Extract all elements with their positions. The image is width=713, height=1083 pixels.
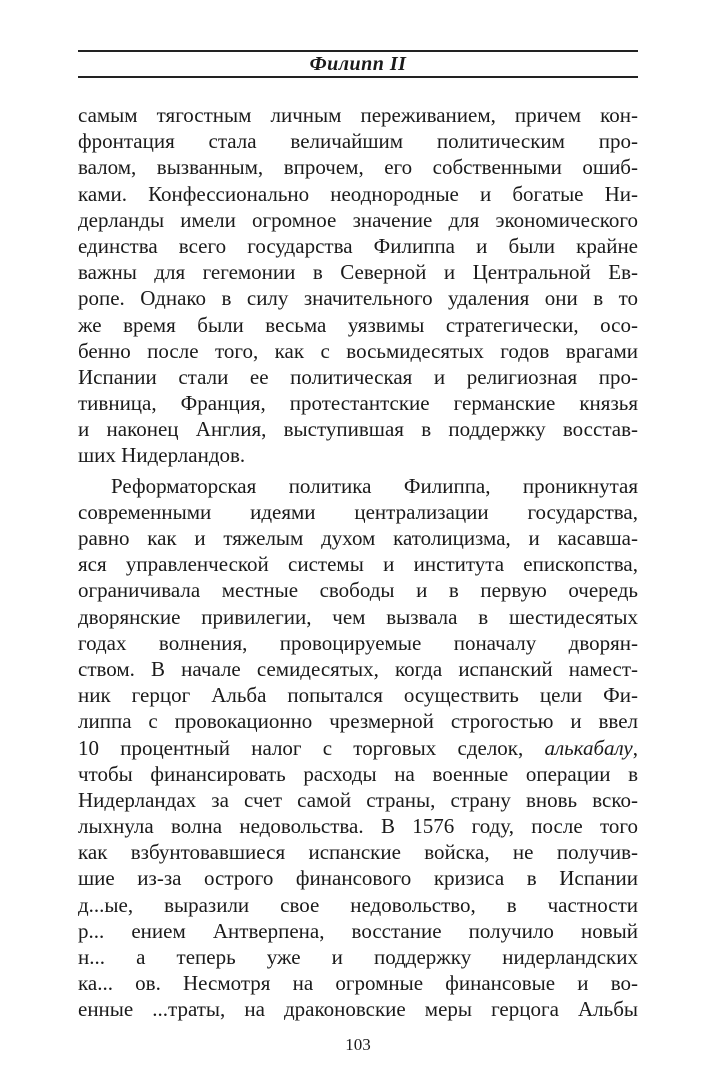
text-line: чтобы финансировать расходы на военные операции в	[78, 761, 638, 786]
page-number: 103	[345, 1035, 371, 1054]
text-line-with-emphasis: 10 процентный налог с торговых сделок, алькабалу,	[78, 735, 638, 760]
text-line: же время были весьма уязвимы стратегически, осо-	[78, 312, 638, 337]
text-line: липпа с провокационно чрезмерной строгостью и ввел	[78, 709, 638, 734]
body-text	[78, 102, 638, 1023]
emphasized-term: алькабалу	[544, 735, 633, 760]
text-line: ник герцог Альба попытался осуществить цели Фи-	[78, 683, 638, 708]
text-line: важны для гегемонии в Северной и Центральной Ев-	[78, 260, 638, 285]
text-line: дворянские привилегии, чем вызвала в шестидесятых	[78, 604, 638, 629]
text-line: лыхнула волна недовольства. В 1576 году, после того	[78, 814, 638, 839]
text-line: ограничивала местные свободы и в первую очередь	[78, 578, 638, 603]
text-line: Нидерландах за счет самой страны, страну вновь вско-	[78, 787, 638, 812]
text-line: как взбунтовавшиеся испанские войска, не получив-	[78, 840, 638, 865]
text-line: Реформаторская политика Филиппа, проникнутая	[111, 473, 638, 498]
text-line: тивница, Франция, протестантские германские князья	[78, 391, 638, 416]
text-line: д...ые, выразили свое недовольство, в частности	[78, 892, 638, 917]
text-line: шие из-за острого финансового кризиса в Испании	[78, 866, 638, 891]
text-line: годах волнения, провоцируемые поначалу дворян-	[78, 630, 638, 655]
running-header	[78, 50, 638, 90]
text-line: ками. Конфессионально неоднородные и богатые Ни-	[78, 181, 638, 206]
text-line: современными идеями централизации государства,	[78, 499, 638, 524]
text-line: фронтация стала величайшим политическим про-	[78, 129, 638, 154]
text-line: валом, вызванным, впрочем, его собственными ошиб-	[78, 155, 638, 180]
text-line: н... а теперь уже и поддержку нидерландских	[78, 945, 638, 969]
text-line: Испании стали ее политическая и религиозная про-	[78, 364, 638, 389]
text-line: дерланды имели огромное значение для экономического	[78, 207, 638, 232]
text-line: ших Нидерландов.	[78, 443, 246, 468]
text-line: енные ...траты, на драконовские меры герцога Альбы	[78, 997, 638, 1022]
text-line: р... ением Антверпена, восстание получило новый	[78, 918, 638, 943]
text-line: ством. В начале семидесятых, когда испанский намест-	[78, 656, 638, 681]
text-line: бенно после того, как с восьмидесятых годов врагами	[78, 338, 638, 363]
header-rule-bottom	[78, 76, 638, 78]
text-line: ка... ов. Несмотря на огромные финансовые и во-	[78, 971, 638, 996]
text-line: и наконец Англия, выступившая в поддержку восстав-	[78, 417, 638, 442]
running-head-title: Филипп II	[309, 53, 407, 75]
text-line: единства всего государства Филиппа и были крайне	[78, 233, 638, 258]
text-line: ропе. Однако в силу значительного удаления они в то	[78, 286, 638, 311]
text-line: равно как и тяжелым духом католицизма, и касавша-	[78, 526, 638, 550]
header-rule-top	[78, 50, 638, 52]
text-line: самым тягостным личным переживанием, причем кон-	[78, 103, 638, 127]
text-line: яся управленческой системы и института епископства,	[78, 552, 638, 577]
